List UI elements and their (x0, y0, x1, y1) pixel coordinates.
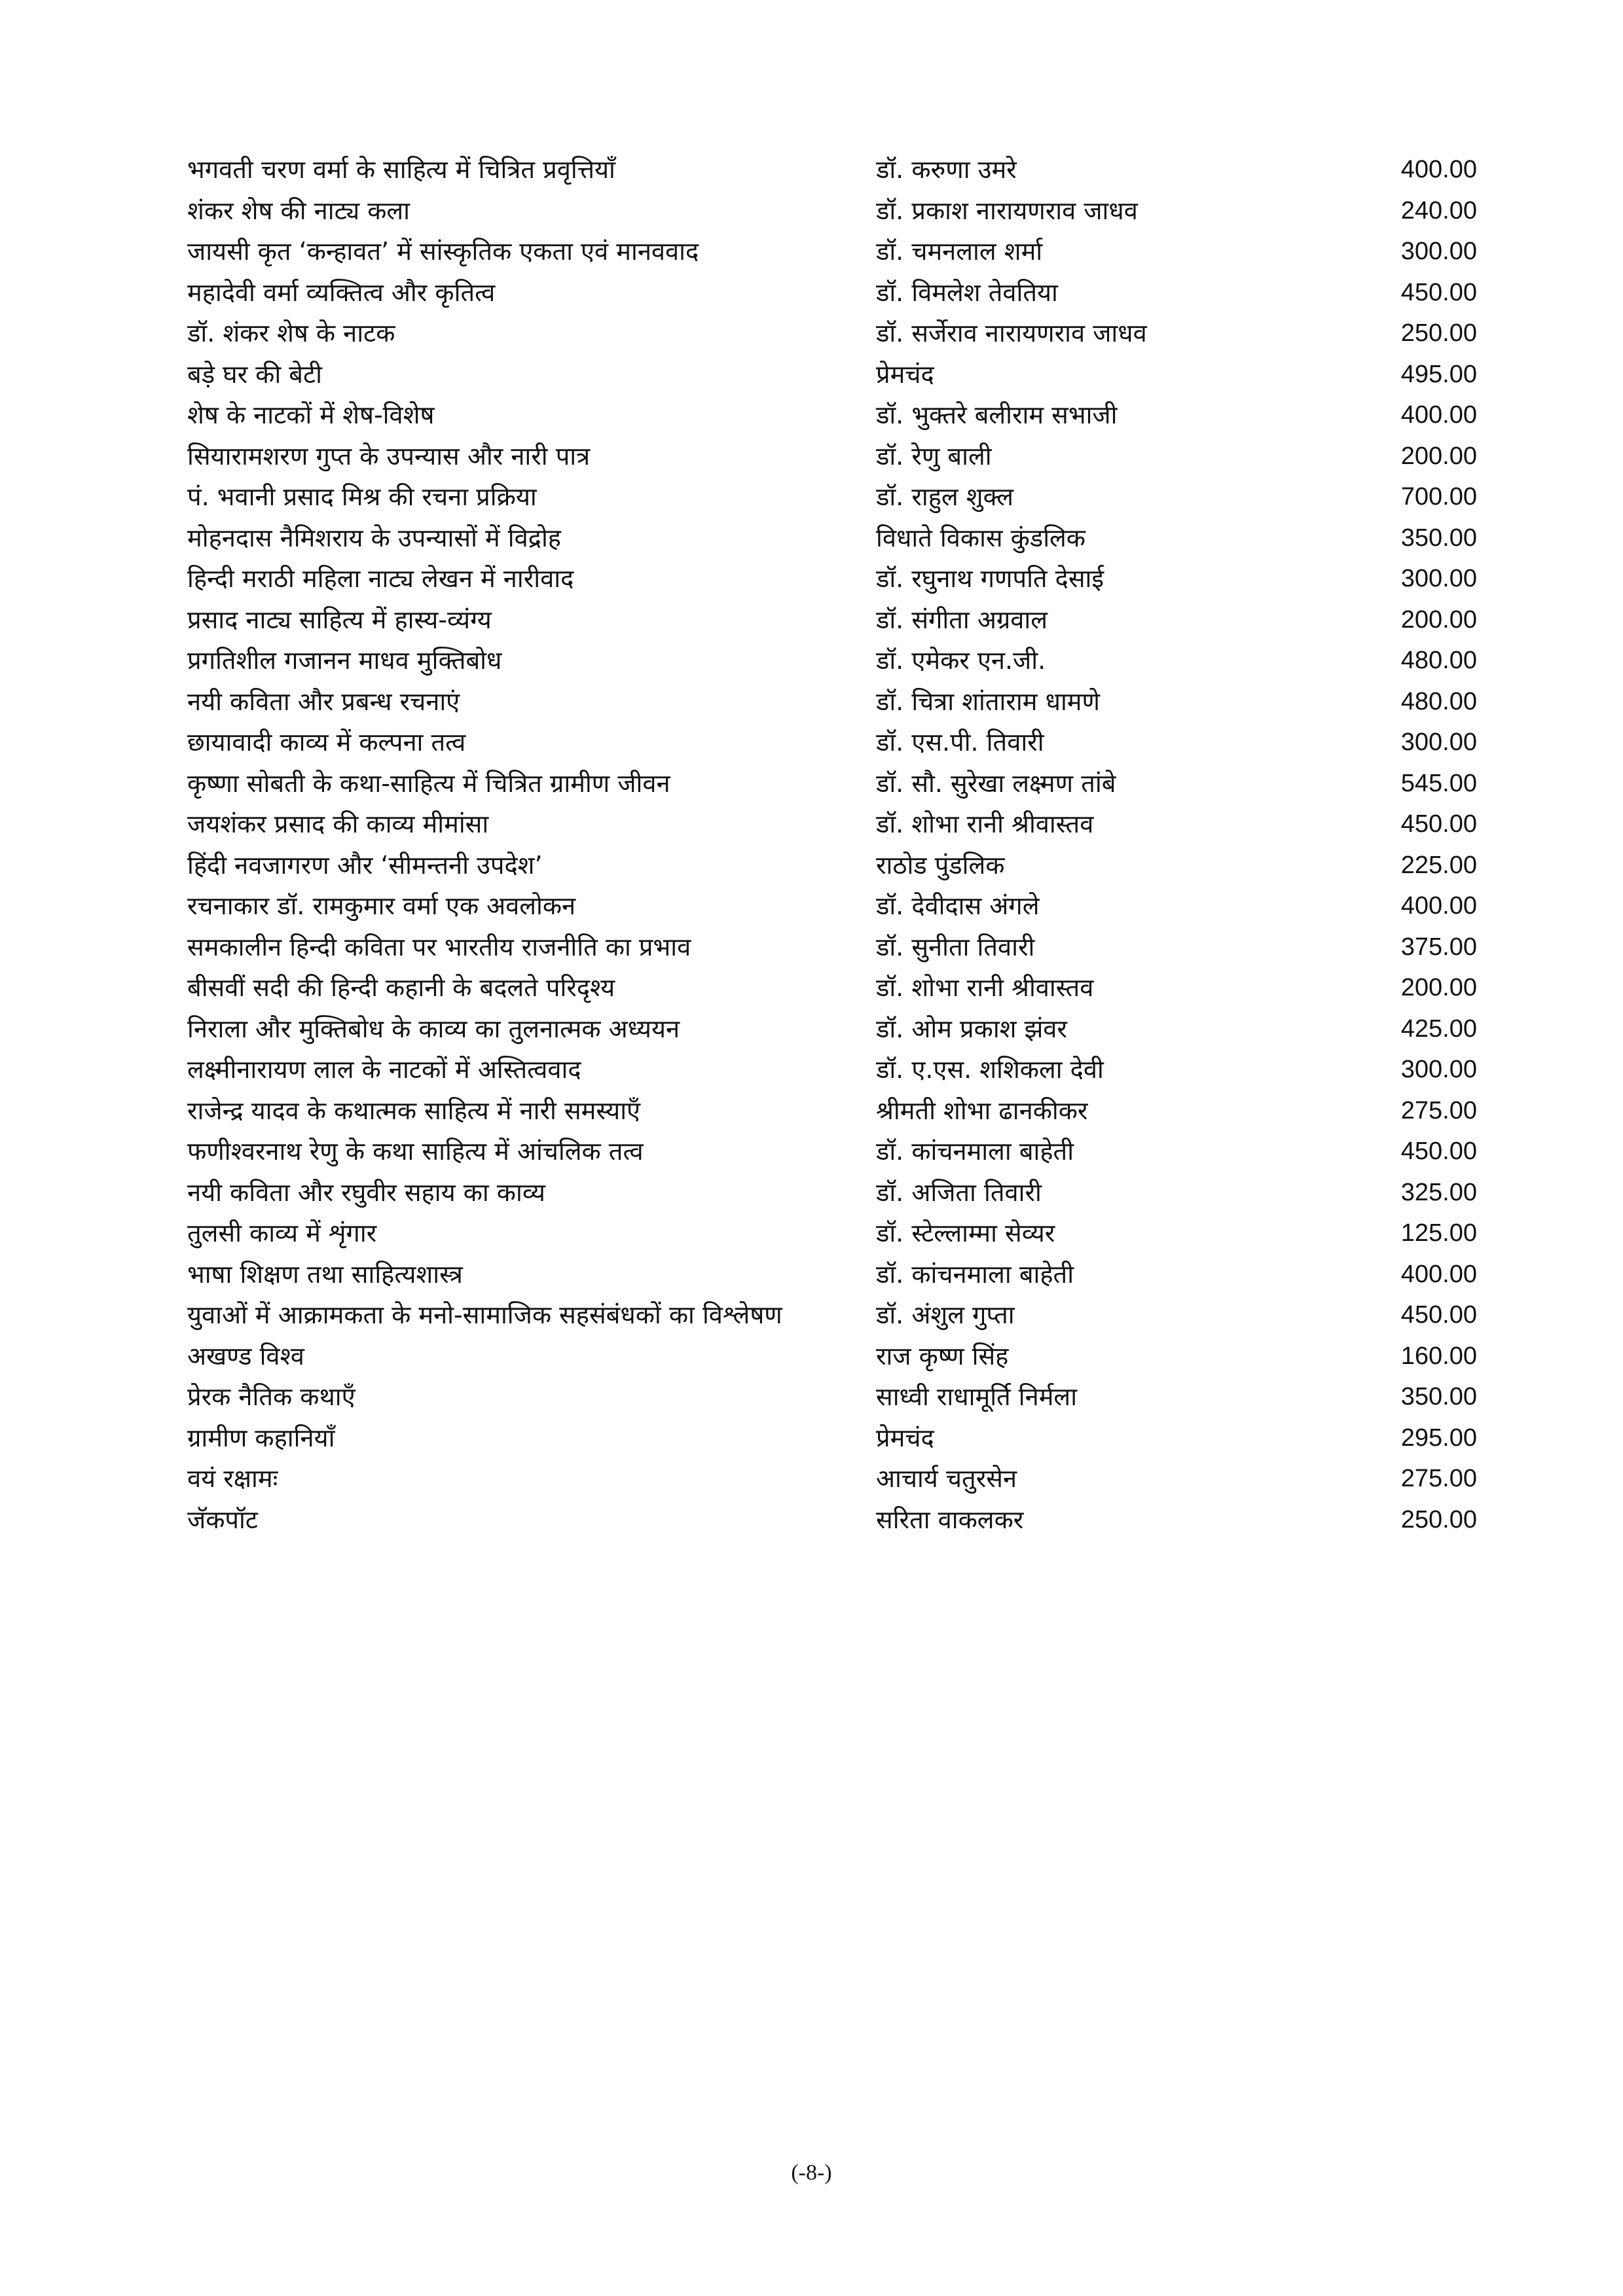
book-row (187, 558, 1477, 600)
book-title: भगवती चरण वर्मा के साहित्य में चित्रित प्रवृत्तियाँ (187, 155, 615, 184)
book-title: प्रसाद नाट्य साहित्य में हास्य-व्यंग्य (187, 605, 492, 634)
book-row (187, 886, 1477, 927)
book-author: डॉ. अंशुल गुप्ता (876, 1300, 1015, 1329)
book-title: जायसी कृत ‘कन्हावत’ में सांस्कृतिक एकता एवं मानववाद (187, 237, 699, 266)
book-price: 450.00 (1400, 1138, 1477, 1165)
book-row (187, 1254, 1477, 1295)
book-price: 225.00 (1400, 851, 1477, 879)
book-price: 545.00 (1400, 769, 1477, 797)
book-row (187, 927, 1477, 968)
book-row (187, 763, 1477, 804)
book-title: प्रगतिशील गजानन माधव मुक्तिबोध (187, 646, 502, 675)
book-title: ग्रामीण कहानियाँ (187, 1423, 335, 1452)
book-author: डॉ. सर्जेराव नारायणराव जाधव (876, 319, 1147, 348)
book-title: हिन्दी मराठी महिला नाट्य लेखन में नारीवाद (187, 564, 574, 593)
book-author: डॉ. ओम प्रकाश झंवर (876, 1014, 1067, 1043)
book-price: 400.00 (1400, 892, 1477, 920)
book-row (187, 436, 1477, 477)
book-author: राज कृष्ण सिंह (876, 1341, 1009, 1371)
book-title: भाषा शिक्षण तथा साहित्यशास्त्र (187, 1259, 463, 1289)
book-row (187, 845, 1477, 886)
book-price: 275.00 (1400, 1465, 1477, 1492)
book-author: डॉ. चमनलाल शर्मा (876, 237, 1043, 266)
book-price: 200.00 (1400, 974, 1477, 1001)
book-row (187, 272, 1477, 314)
book-row (187, 640, 1477, 681)
book-author: डॉ. स्टेल्लाम्मा सेव्यर (876, 1219, 1055, 1247)
book-author: डॉ. भुक्तरे बलीराम सभाजी (876, 401, 1118, 429)
book-author: विधाते विकास कुंडलिक (876, 523, 1085, 552)
book-row (187, 1376, 1477, 1418)
book-price: 450.00 (1400, 1301, 1477, 1329)
book-price: 480.00 (1400, 687, 1477, 715)
book-row (187, 476, 1477, 518)
book-price: 200.00 (1400, 442, 1477, 470)
book-price: 400.00 (1400, 1260, 1477, 1288)
book-row (187, 231, 1477, 272)
book-title: बड़े घर की बेटी (187, 359, 322, 389)
book-row (187, 313, 1477, 354)
book-price: 300.00 (1400, 728, 1477, 756)
book-author: डॉ. कांचनमाला बाहेती (876, 1259, 1074, 1289)
book-title: युवाओं में आक्रामकता के मनो-सामाजिक सहसंबंधकों का विश्लेषण (187, 1300, 782, 1329)
book-author: डॉ. सौ. सुरेखा लक्ष्मण तांबे (876, 768, 1116, 798)
book-price: 125.00 (1400, 1219, 1477, 1247)
book-author: सरिता वाकलकर (876, 1505, 1024, 1534)
book-title: छायावादी काव्य में कल्पना तत्व (187, 728, 466, 757)
book-title: मोहनदास नैमिशराय के उपन्यासों में विद्रोह (187, 523, 561, 552)
book-author: डॉ. करुणा उमरे (876, 155, 1017, 184)
book-price: 300.00 (1400, 1056, 1477, 1083)
book-row (187, 722, 1477, 763)
book-author: डॉ. अजिता तिवारी (876, 1177, 1042, 1207)
book-title: शेष के नाटकों में शेष-विशेष (187, 401, 435, 429)
book-title: नयी कविता और रघुवीर सहाय का काव्य (187, 1177, 545, 1207)
book-price: 400.00 (1400, 401, 1477, 429)
book-author: डॉ. सुनीता तिवारी (876, 932, 1035, 961)
book-row (187, 395, 1477, 436)
book-row (187, 149, 1477, 190)
book-price: 480.00 (1400, 647, 1477, 674)
book-title: महादेवी वर्मा व्यक्तित्व और कृतित्व (187, 278, 496, 307)
book-title: अखण्ड विश्व (187, 1341, 304, 1371)
book-price: 295.00 (1400, 1424, 1477, 1452)
book-row (187, 1213, 1477, 1254)
book-author: डॉ. एमेकर एन.जी. (876, 646, 1046, 675)
book-row (187, 1336, 1477, 1377)
book-price: 350.00 (1400, 524, 1477, 552)
book-price: 450.00 (1400, 810, 1477, 838)
book-row (187, 1131, 1477, 1172)
book-row (187, 354, 1477, 395)
book-price: 400.00 (1400, 156, 1477, 183)
book-author: राठोड पुंडलिक (876, 850, 1005, 880)
book-author: डॉ. रघुनाथ गणपति देसाई (876, 564, 1104, 593)
page-number: (-8-) (791, 2161, 832, 2185)
book-title: तुलसी काव्य में शृंगार (187, 1219, 377, 1247)
book-author: डॉ. राहुल शुक्ल (876, 482, 1014, 511)
book-price: 250.00 (1400, 1505, 1477, 1534)
book-author: डॉ. देवीदास अंगले (876, 891, 1040, 920)
book-row (187, 1009, 1477, 1050)
book-title: प्रेरक नैतिक कथाएँ (187, 1382, 356, 1411)
book-price: 350.00 (1400, 1383, 1477, 1410)
book-price: 325.00 (1400, 1178, 1477, 1206)
book-author: डॉ. एस.पी. तिवारी (876, 728, 1044, 757)
book-author: डॉ. संगीता अग्रवाल (876, 605, 1048, 634)
book-author: डॉ. विमलेश तेवतिया (876, 278, 1058, 307)
book-author: डॉ. ए.एस. शशिकला देवी (876, 1055, 1104, 1084)
book-price: 160.00 (1400, 1342, 1477, 1370)
book-title: समकालीन हिन्दी कविता पर भारतीय राजनीति का प्रभाव (187, 932, 691, 961)
book-title: हिंदी नवजागरण और ‘सीमन्तनी उपदेश’ (187, 850, 543, 880)
book-row (187, 190, 1477, 232)
book-row (187, 1295, 1477, 1336)
book-row (187, 1049, 1477, 1090)
book-author: डॉ. प्रकाश नारायणराव जाधव (876, 196, 1138, 225)
book-price: 375.00 (1400, 933, 1477, 961)
book-title: पं. भवानी प्रसाद मिश्र की रचना प्रक्रिया (187, 482, 537, 511)
book-author: श्रीमती शोभा ढानकीकर (876, 1096, 1088, 1125)
book-title: निराला और मुक्तिबोध के काव्य का तुलनात्मक अध्ययन (187, 1014, 680, 1043)
book-catalog-list (187, 149, 1477, 1540)
book-row (187, 1172, 1477, 1213)
book-row (187, 681, 1477, 723)
book-price: 700.00 (1400, 483, 1477, 511)
book-price: 300.00 (1400, 238, 1477, 265)
book-title: फणीश्वरनाथ रेणु के कथा साहित्य में आंचलिक तत्व (187, 1137, 644, 1166)
book-author: डॉ. चित्रा शांताराम धामणे (876, 687, 1100, 716)
book-price: 300.00 (1400, 565, 1477, 592)
book-title: रचनाकार डॉ. रामकुमार वर्मा एक अवलोकन (187, 891, 576, 920)
book-title: बीसवीं सदी की हिन्दी कहानी के बदलते परिदृश्य (187, 973, 615, 1002)
book-title: वयं रक्षामः (187, 1464, 278, 1493)
book-row (187, 804, 1477, 845)
book-author: डॉ. रेणु बाली (876, 441, 992, 471)
book-title: जॅकपॉट (187, 1505, 258, 1534)
book-row (187, 1458, 1477, 1499)
book-title: डॉ. शंकर शेष के नाटक (187, 319, 395, 348)
book-author: डॉ. कांचनमाला बाहेती (876, 1137, 1074, 1166)
book-author: डॉ. शोभा रानी श्रीवास्तव (876, 810, 1094, 838)
book-row (187, 1418, 1477, 1459)
book-title: जयशंकर प्रसाद की काव्य मीमांसा (187, 810, 489, 838)
book-title: लक्ष्मीनारायण लाल के नाटकों में अस्तित्ववाद (187, 1055, 581, 1084)
book-row (187, 1499, 1477, 1541)
book-price: 200.00 (1400, 605, 1477, 634)
book-price: 250.00 (1400, 319, 1477, 347)
book-author: प्रेमचंद (876, 1423, 934, 1452)
book-title: शंकर शेष की नाट्य कला (187, 196, 410, 225)
book-row (187, 1090, 1477, 1132)
book-author: डॉ. शोभा रानी श्रीवास्तव (876, 973, 1094, 1002)
book-row (187, 518, 1477, 559)
book-row (187, 600, 1477, 641)
book-author: प्रेमचंद (876, 359, 934, 389)
book-price: 425.00 (1400, 1014, 1477, 1043)
book-title: कृष्णा सोबती के कथा-साहित्य में चित्रित ग्रामीण जीवन (187, 768, 670, 798)
book-row (187, 967, 1477, 1009)
book-price: 450.00 (1400, 278, 1477, 306)
book-title: राजेन्द्र यादव के कथात्मक साहित्य में नारी समस्याएँ (187, 1096, 641, 1125)
book-price: 495.00 (1400, 360, 1477, 388)
book-author: आचार्य चतुरसेन (876, 1464, 1017, 1493)
book-title: सियारामशरण गुप्त के उपन्यास और नारी पात्र (187, 441, 591, 471)
book-price: 240.00 (1400, 196, 1477, 224)
book-author: साध्वी राधामूर्ति निर्मला (876, 1382, 1078, 1411)
book-title: नयी कविता और प्रबन्ध रचनाएं (187, 687, 460, 716)
book-price: 275.00 (1400, 1096, 1477, 1124)
